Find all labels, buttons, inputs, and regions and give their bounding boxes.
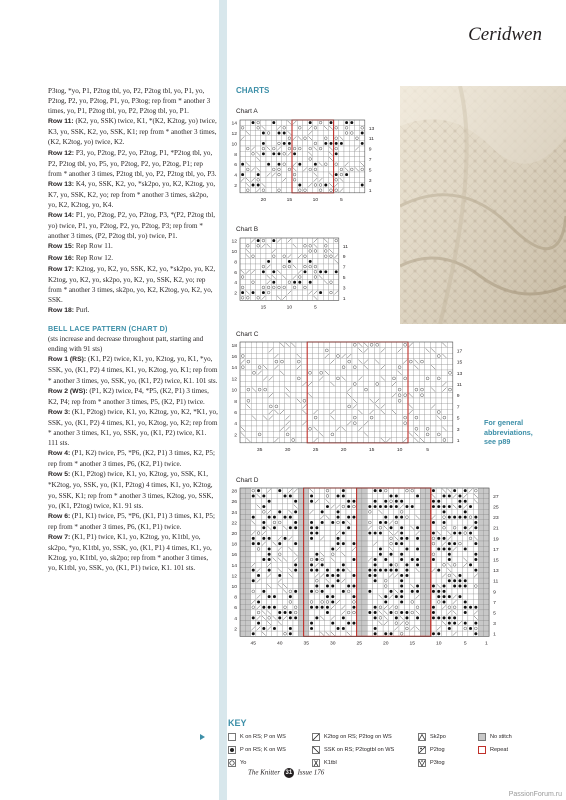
key-k2tog: K2tog on RS; P2tog on WS (312, 733, 392, 741)
chart-d-row-label-right: 13 (493, 568, 499, 575)
chart-a (228, 118, 387, 207)
chart-d-col-label: 30 (329, 640, 336, 647)
chart-c-row-label-right: 13 (456, 370, 463, 377)
chart-b-label: Chart B (236, 226, 259, 233)
row-17: Row 17: K2tog, yo, K2, yo, SSK, K2, yo, *sk2po, yo, K2, K2tog, yo, K2, yo, sk2po, yo, K2, yo, SSK, K2, yo; rep from * another 3 times, sk2po, yo, K2, K2tog, yo, K2, yo, SSK. (48, 264, 216, 304)
chart-a-row-label-left: 12 (231, 130, 238, 137)
abbreviations-note: For general abbreviations, see p89 (484, 418, 533, 446)
chart-d-row-label-left: 24 (231, 509, 238, 516)
shawl-photo (400, 86, 566, 324)
chart-d-row-label-left: 2 (234, 626, 238, 633)
p3tog-swatch-icon (418, 759, 426, 767)
ssk-swatch-icon (312, 746, 320, 754)
chart-b-row-label-left: 8 (234, 259, 238, 266)
key-no-stitch: No stitch (478, 733, 512, 741)
text-continued: P3tog, *yo, P1, P2tog tbl, yo, P2, P2tog tbl, yo, P1, yo, P2tog, P2, yo, P2tog, P1, yo, P3tog; rep from * another 3 times, yo, P1, P2tog tbl, yo, P2, P2tog tbl, yo, P1. (48, 87, 211, 116)
chart-c-label: Chart C (236, 331, 259, 338)
chart-c-col-label: 30 (284, 446, 291, 453)
chart-b-row-label-right: 3 (342, 285, 346, 292)
chart-d-row-label-left: 20 (231, 531, 238, 538)
chart-a-row-label-right: 1 (368, 188, 372, 195)
chart-b-row-label-left: 12 (231, 238, 238, 245)
chart-d-row-label-left: 22 (231, 520, 238, 527)
charts-heading: CHARTS (236, 86, 270, 95)
chart-b-row-label-left: 2 (234, 290, 238, 297)
d-row-5: Row 5: (K1, P2tog) twice, K1, yo, K2tog, yo, SSK, K1, *K2tog, yo, SSK, yo, (K1, P2tog) 4 times, K1, yo, K2tog, yo, SSK, K1; rep from * another 3 times, K2tog, yo, SSK, yo, (K1, P2tog) twice, K1. 91 sts. (48, 470, 214, 510)
chart-a-row-label-left: 8 (234, 151, 238, 158)
chart-d-row-label-right: 21 (493, 525, 499, 532)
chart-d-row-label-right: 7 (493, 599, 496, 606)
chart-a-row-label-right: 7 (368, 156, 372, 163)
d-row-1: Row 1 (RS): (K1, P2) twice, K1, yo, K2tog, yo, K1, *yo, SSK, yo, (K1, P2) 4 times, K1, yo, K2tog, yo, K1; rep from * another 3 times, yo, SSK, yo, (K1, P2) twice, K1. 101 sts. (48, 355, 218, 385)
chart-d-row-label-left: 16 (231, 552, 238, 559)
chart-c-row-label-right: 11 (456, 381, 462, 388)
chart-d-row-label-left: 4 (234, 615, 238, 622)
d-row-3: Row 3: (K1, P2tog) twice, K1, yo, K2tog, yo, K2, *K1, yo, SSK, yo, (K1, P2) 4 times, K1, yo, K2tog, yo, K2; rep from * another 3 times, K1, yo, SSK, yo, (K1, P2) twice, K1. 111 sts. (48, 407, 218, 448)
chart-c-row-label-right: 7 (456, 404, 460, 411)
k1tbl-swatch-icon (312, 759, 320, 767)
d-row-4: Row 4: (P1, K2) twice, P5, *P6, (K2, P1) 3 times, K2, P5; rep from * another 3 times, P6, (K2, P1) twice. (48, 449, 215, 469)
pattern-text (48, 86, 218, 573)
chart-b-row-label-right: 1 (342, 295, 346, 302)
chart-a-row-label-left: 6 (234, 162, 238, 169)
chart-a-col-label: 15 (286, 196, 293, 203)
chart-c-row-label-left: 10 (231, 387, 238, 394)
chart-a-row-label-right: 11 (368, 136, 374, 143)
chart-d-col-label: 20 (382, 640, 389, 647)
no-stitch-swatch-icon (478, 733, 486, 741)
chart-c-row-label-right: 5 (456, 415, 460, 422)
chart-c-row-label-left: 2 (234, 432, 238, 439)
chart-d-row-label-right: 9 (493, 589, 496, 596)
row-18: Row 18: Purl. (48, 305, 90, 314)
key-knit: K on RS; P on WS (228, 733, 286, 741)
chart-b-col-label: 5 (314, 304, 317, 311)
chart-a-row-label-right: 9 (368, 146, 372, 153)
chart-a-label: Chart A (236, 108, 258, 115)
row-11: Row 11: (K2, yo, SSK) twice, K1, *(K2, K2tog, yo) twice, K3, yo, SSK, K2, yo, SSK, K1; rep from * another 3 times, (K2, K2tog, yo) twice, K2. (48, 117, 217, 147)
chart-d-row-label-left: 8 (234, 594, 238, 601)
chart-d-row-label-right: 1 (493, 631, 496, 638)
chart-b-row-label-right: 11 (342, 243, 348, 250)
chart-a-col-label: 10 (312, 196, 319, 203)
chart-a-row-label-left: 4 (234, 172, 238, 179)
k2tog-swatch-icon (312, 733, 320, 741)
chart-b-col-label: 15 (260, 304, 267, 311)
chart-d-grid (228, 486, 511, 650)
chart-b-row-label-left: 4 (234, 280, 238, 287)
chart-d-row-label-right: 15 (493, 557, 499, 564)
chart-c-row-label-right: 3 (456, 426, 460, 433)
d-row-7: Row 7: (K1, P1) twice, K1, yo, K2tog, yo, K1tbl, yo, sk2po, *yo, K1tbl, yo, SSK, yo, (K1, P1) 4 times, K1, yo, K2tog, yo, K1tbl, yo, sk2po; rep from * another 3 times, yo, K1tbl, yo, SSK, yo, (K1, P1) twice, K1. 101 sts. (48, 532, 212, 573)
chart-b (228, 236, 361, 314)
row-12: Row 12: P3, yo, P2tog, P2, yo, P2tog, P1, *P2tog tbl, yo, P2, P2tog tbl, yo, P5, yo, P2tog, P2, yo, P2tog, P1; rep from * another 3 times, P2tog tbl, yo, P2, P2tog tbl, yo, P3. (48, 148, 217, 178)
chart-c-row-label-right: 15 (456, 359, 463, 366)
chart-c-col-label: 15 (368, 446, 375, 453)
chart-a-col-label: 20 (260, 196, 267, 203)
chart-d-label: Chart D (236, 477, 259, 484)
yo-swatch-icon (228, 759, 236, 767)
chart-d-col-label: 10 (435, 640, 442, 647)
chart-a-row-label-left: 14 (231, 120, 238, 127)
watermark: PassionForum.ru (508, 791, 562, 798)
chart-a-grid (228, 118, 387, 207)
chart-a-row-label-left: 2 (234, 182, 238, 189)
key-purl: P on RS; K on WS (228, 746, 286, 754)
row-13: Row 13: K4, yo, SSK, K2, yo, *sk2po, yo, K2, K2tog, yo, K7, yo, SSK, K2, yo; rep from * another 3 times, sk2po, yo, K2, K2tog, yo, K4. (48, 179, 216, 210)
chart-b-row-label-right: 7 (342, 264, 346, 271)
chart-a-row-label-left: 10 (231, 141, 238, 148)
chart-d-row-label-right: 5 (493, 610, 496, 617)
chart-d-col-label: 45 (250, 640, 257, 647)
chart-b-row-label-right: 9 (342, 254, 346, 261)
chart-d-row-label-left: 26 (231, 499, 238, 506)
chart-b-row-label-left: 6 (234, 269, 238, 276)
chart-a-row-label-right: 3 (368, 177, 372, 184)
chart-d-row-label-left: 12 (231, 573, 238, 580)
chart-c-col-label: 10 (396, 446, 403, 453)
key-ssk: SSK on RS; P2togtbl on WS (312, 746, 394, 754)
chart-d-col-label: 15 (409, 640, 416, 647)
chart-d-row-label-left: 14 (231, 562, 238, 569)
chart-a-col-label: 5 (340, 196, 343, 203)
row-15: Row 15: Rep Row 11. (48, 242, 113, 251)
chart-a-row-label-right: 13 (368, 125, 375, 132)
chart-d-row-label-left: 10 (231, 584, 238, 591)
sk2po-swatch-icon (418, 733, 426, 741)
chart-d (228, 486, 511, 650)
page-number: 31 (285, 770, 293, 776)
knit-swatch-icon (228, 733, 236, 741)
page-title: Ceridwen (468, 24, 542, 45)
d-row-6: Row 6: (P1, K1) twice, P5, *P6, (K1, P1) 3 times, K1, P5; rep from * another 3 times, P6, (K1, P1) twice. (48, 511, 215, 531)
chart-d-col-label: 25 (356, 640, 363, 647)
chart-a-row-label-right: 5 (368, 167, 372, 174)
chart-c-row-label-left: 14 (231, 365, 238, 372)
key-heading: KEY (228, 718, 247, 728)
chart-d-row-label-right: 11 (493, 578, 499, 585)
chart-d-col-label: 40 (276, 640, 283, 647)
chart-c-row-label-left: 12 (231, 376, 238, 383)
chart-d-col-label: 35 (303, 640, 310, 647)
chart-d-row-label-left: 18 (231, 541, 238, 548)
chart-d-row-label-right: 3 (493, 621, 496, 628)
chart-d-row-label-right: 25 (493, 504, 499, 511)
chart-c-row-label-right: 9 (456, 393, 460, 400)
chart-d-col-label: 5 (463, 640, 467, 647)
chart-d-row-label-left: 28 (231, 488, 238, 495)
chart-c-col-label: 35 (256, 446, 263, 453)
key-repeat: Repeat (478, 746, 508, 754)
chart-c-grid (228, 340, 475, 457)
chart-b-grid (228, 236, 361, 314)
chart-c (228, 340, 475, 457)
chart-d-row-label-right: 17 (493, 546, 499, 553)
chart-c-row-label-left: 16 (231, 353, 238, 360)
row-14: Row 14: P1, yo, P2tog, P2, yo, P2tog, P3, *(P2, P2tog tbl, yo) twice, P1, yo, P2tog, P2, yo, P2tog, P3; rep from * another 3 times, (P2, P2tog tbl, yo) twice, P1. (48, 211, 215, 241)
chart-c-row-label-left: 18 (231, 342, 238, 349)
section-heading: BELL LACE PATTERN (CHART D) (48, 324, 168, 334)
chart-d-row-label-right: 19 (493, 536, 499, 543)
side-strip (219, 0, 227, 800)
page-footer: The Knitter 31 Issue 176 (248, 768, 325, 777)
key-sk2po: Sk2po (418, 733, 446, 741)
chart-d-col-label: 1 (485, 640, 488, 647)
chart-c-row-label-left: 8 (234, 398, 238, 405)
chart-d-row-label-right: 23 (493, 515, 499, 522)
chart-c-row-label-right: 1 (456, 437, 460, 444)
chart-d-row-label-left: 6 (234, 605, 238, 612)
chart-d-row-label-right: 27 (493, 493, 499, 500)
row-16: Row 16: Rep Row 12. (48, 253, 114, 262)
repeat-swatch-icon (478, 746, 486, 754)
section-intro: (sts increase and decrease throughout patt, starting and ending with 91 sts) (48, 335, 204, 354)
chart-c-col-label: 5 (426, 446, 429, 453)
chart-c-row-label-left: 4 (234, 421, 238, 428)
d-row-2: Row 2 (WS): (P1, K2) twice, P4, *P5, (K2, P1) 3 times, K2, P4; rep from * another 3 times, P5, (K2, P1) twice. (48, 386, 209, 406)
chart-c-col-label: 25 (312, 446, 319, 453)
chart-c-col-label: 20 (340, 446, 347, 453)
purl-swatch-icon (228, 746, 236, 754)
key-p3tog: P3tog (418, 759, 445, 767)
key-p2tog: P2tog (418, 746, 445, 754)
chart-c-row-label-left: 6 (234, 409, 238, 416)
p2tog-swatch-icon (418, 746, 426, 754)
key-yo: Yo (228, 759, 246, 767)
chart-b-row-label-left: 10 (231, 248, 238, 255)
chart-c-row-label-right: 17 (456, 348, 463, 355)
key-k1tbl: K1tbl (312, 759, 337, 767)
chart-b-col-label: 10 (286, 304, 293, 311)
continue-arrow-icon (200, 734, 205, 740)
chart-b-row-label-right: 5 (342, 274, 346, 281)
